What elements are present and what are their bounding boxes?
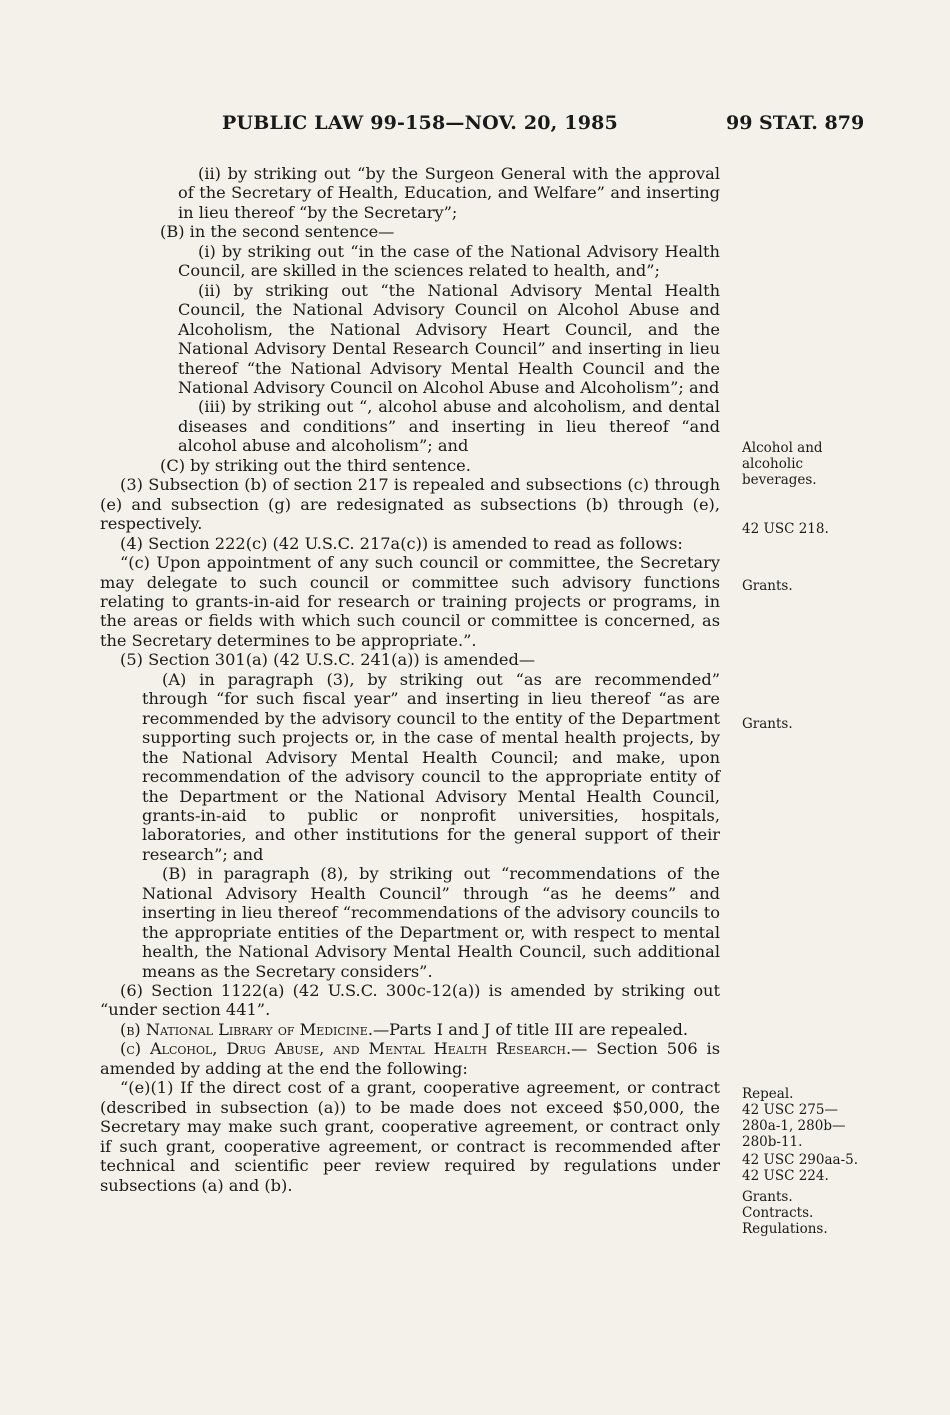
page-header-stat: 99 STAT. 879 — [726, 112, 865, 134]
paragraph-c: (C) by striking out the third sentence. — [160, 455, 471, 475]
paragraph-6: (6) Section 1122(a) (42 U.S.C. 300c-12(a)) is amended by striking out “under section 441”. — [100, 981, 720, 1020]
paragraph-b-ii: (ii) by striking out “the National Advisory Mental Health Council, the National Advisory Council on Alcohol Abuse and Alcoholism, the National Advisory Heart Council, and the National Advisory Dental Research Council” and inserting in lieu thereof “the National Advisory Mental Health Council and the National Advisory Council on Alcohol Abuse and Alcoholism”; and — [178, 280, 720, 397]
margin-note-contracts: Contracts. — [742, 1205, 814, 1221]
paragraph-4-quote: “(c) Upon appointment of any such council or committee, the Secretary may delegate to such council or committee such advisory functions relating to grants-in-aid for research or training projects or programs, in the areas or fields with which such council or committee is concerned, as the Secretary determines to be appropriate.”. — [100, 553, 720, 650]
paragraph-3: (3) Subsection (b) of section 217 is repealed and subsections (c) through (e) and subsection (g) are redesignated as subsections (b) through (e), respectively. — [100, 475, 720, 534]
paragraph-e1: “(e)(1) If the direct cost of a grant, cooperative agreement, or contract (described in subsection (a)) to be made does not exceed $50,000, the Secretary may make such grant, cooperative agreement, or contract only if such grant, cooperative agreement, or contract is recommended after technical and scientific peer review required by regulations under subsections (a) and (b). — [100, 1078, 720, 1195]
margin-note-grants-3: Grants. — [742, 1189, 793, 1205]
margin-note-usc-290: 42 USC 290aa-5. — [742, 1152, 859, 1168]
margin-note-usc-218: 42 USC 218. — [742, 521, 829, 537]
research-heading: (c) Alcohol, Drug Abuse, and Mental Health Research. — [120, 1039, 572, 1059]
margin-note-grants-2: Grants. — [742, 716, 793, 732]
margin-note-grants-1: Grants. — [742, 578, 793, 594]
paragraph-5-a: (A) in paragraph (3), by striking out “as are recommended” through “for such fiscal year” and inserting in lieu thereof “as are recommended by the advisory council to the entity of the Department supporting such projects or, in the case of mental health projects, by the National Advisory Mental Health Council; and make, upon recommendation of the advisory council to the appropriate entity of the Department or the National Advisory Mental Health Council, grants-in-aid to public or nonprofit universities, hospitals, laboratories, and other institutions for the general support of their research”; and — [142, 669, 720, 864]
paragraph-b-library — [100, 1020, 720, 1039]
library-heading: (b) National Library of Medicine. — [120, 1019, 373, 1039]
paragraph-5: (5) Section 301(a) (42 U.S.C. 241(a)) is amended— — [120, 650, 536, 670]
library-text: —Parts I and J of title III are repealed. — [372, 1019, 689, 1039]
paragraph-c-research — [100, 1039, 720, 1078]
margin-note-usc-224: 42 USC 224. — [742, 1168, 829, 1184]
paragraph-b: (B) in the second sentence— — [160, 222, 395, 242]
document-body — [100, 164, 720, 1195]
paragraph-5-b: (B) in paragraph (8), by striking out “recommendations of the National Advisory Health Council” through “as he deems” and inserting in lieu thereof “recommendations of the advisory councils to the appropriate entities of the Department or, with respect to mental health, the National Advisory Mental Health Council, such additional means as the Secretary considers”. — [142, 864, 720, 981]
margin-note-alcohol: Alcohol and alcoholic beverages. — [742, 440, 823, 488]
margin-note-usc-275: 42 USC 275—280a-1, 280b—280b-11. — [742, 1102, 846, 1150]
paragraph-4: (4) Section 222(c) (42 U.S.C. 217a(c)) is amended to read as follows: — [120, 533, 683, 553]
paragraph-b-iii: (iii) by striking out “, alcohol abuse and alcoholism, and dental diseases and conditions” and inserting in lieu thereof “and alcohol abuse and alcoholism”; and — [178, 397, 720, 456]
margin-note-repeal: Repeal. — [742, 1086, 794, 1102]
paragraph-a-ii: (ii) by striking out “by the Surgeon General with the approval of the Secretary of Health, Education, and Welfare” and inserting in lieu thereof “by the Secretary”; — [178, 164, 720, 222]
margin-note-regulations: Regulations. — [742, 1221, 828, 1237]
paragraph-b-i: (i) by striking out “in the case of the National Advisory Health Council, are skilled in the sciences related to health, and”; — [178, 241, 720, 281]
research-text: — Section 506 is amended by adding at the end the following: — [100, 1039, 721, 1078]
page-header-title: PUBLIC LAW 99-158—NOV. 20, 1985 — [222, 112, 618, 134]
